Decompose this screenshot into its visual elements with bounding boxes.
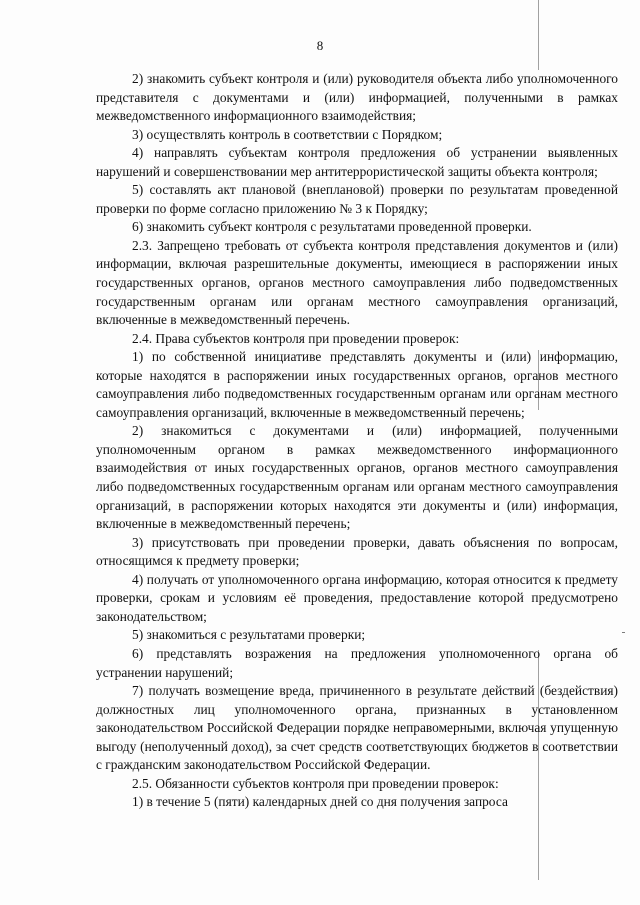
list-item: 2) знакомить субъект контроля и (или) руководителя объекта либо уполномоченного представителя с документами и (или) информацией, полученными в рамках межведомственного информационного взаимодействия; bbox=[96, 71, 618, 124]
scan-artifact-line bbox=[538, 0, 539, 70]
list-item: 6) знакомить субъект контроля с результатами проведенной проверки. bbox=[132, 219, 532, 235]
list-item: 5) составлять акт плановой (внеплановой) проверки по результатам проведенной проверки по форме согласно приложению № 3 к Порядку; bbox=[96, 182, 618, 216]
list-item: 3) присутствовать при проведении проверки, давать объяснения по вопросам, относящимся к предмету проверки; bbox=[96, 534, 618, 569]
clause-paragraph: 2.3. Запрещено требовать от субъекта контроля представления документов и (или) информации, включая разрешительные документы, имеющиеся в распоряжении иных государственных органов, органов местного самоуправления либо подведомственных государственным органам или органам местного самоуправления организаций, включенные в межведомственный перечень. bbox=[96, 237, 618, 328]
list-item: 3) осуществлять контроль в соответствии с Порядком; bbox=[132, 126, 443, 142]
list-item: 7) получать возмещение вреда, причиненного в результате действий (бездействия) должностных лиц уполномоченного органа, признанных в установленном законодательством Российской Федерации порядке неправомерными, включая упущенную выгоду (неполученный доход), за счет средств соответствующих бюджетов в соответствии с гражданским законодательством Российской Федерации. bbox=[96, 683, 618, 773]
page-number: 8 bbox=[316, 38, 324, 53]
list-item: 2) знакомиться с документами и (или) информацией, полученными уполномоченным органом в рамках межведомственного информационного взаимодействия от иных государственных органов, органов местного самоуправления либо подведомственных государственным органам или органам местного самоуправления организаций, в распоряжении которых находятся эти документы и (или) информация, включенные в межведомственный перечень; bbox=[96, 423, 618, 532]
section-heading: 2.4. Права субъектов контроля при проведении проверок: bbox=[132, 330, 460, 346]
list-item: 6) представлять возражения на предложения уполномоченного органа об устранении нарушений; bbox=[96, 645, 618, 680]
document-body bbox=[96, 70, 618, 812]
section-heading: 2.5. Обязанности субъектов контроля при проведении проверок: bbox=[132, 775, 499, 791]
list-item: 4) направлять субъектам контроля предложения об устранении выявленных нарушений и совершенствовании мер антитеррористической защиты объекта контроля; bbox=[96, 145, 618, 179]
list-item: 4) получать от уполномоченного органа информацию, которая относится к предмету проверки, срокам и условиям её проведения, предоставление которой предусмотрено законодательством; bbox=[96, 571, 618, 624]
list-item: 1) в течение 5 (пяти) календарных дней со дня получения запроса bbox=[132, 794, 508, 810]
list-item: 1) по собственной инициативе представлять документы и (или) информацию, которые находятся в распоряжении иных государственных органов, органов местного самоуправления либо подведомственных государственным органам или органам местного самоуправления организаций, включенные в межведомственный перечень; bbox=[96, 349, 618, 420]
list-item: 5) знакомиться с результатами проверки; bbox=[132, 627, 366, 643]
scan-artifact-dot bbox=[622, 632, 625, 633]
